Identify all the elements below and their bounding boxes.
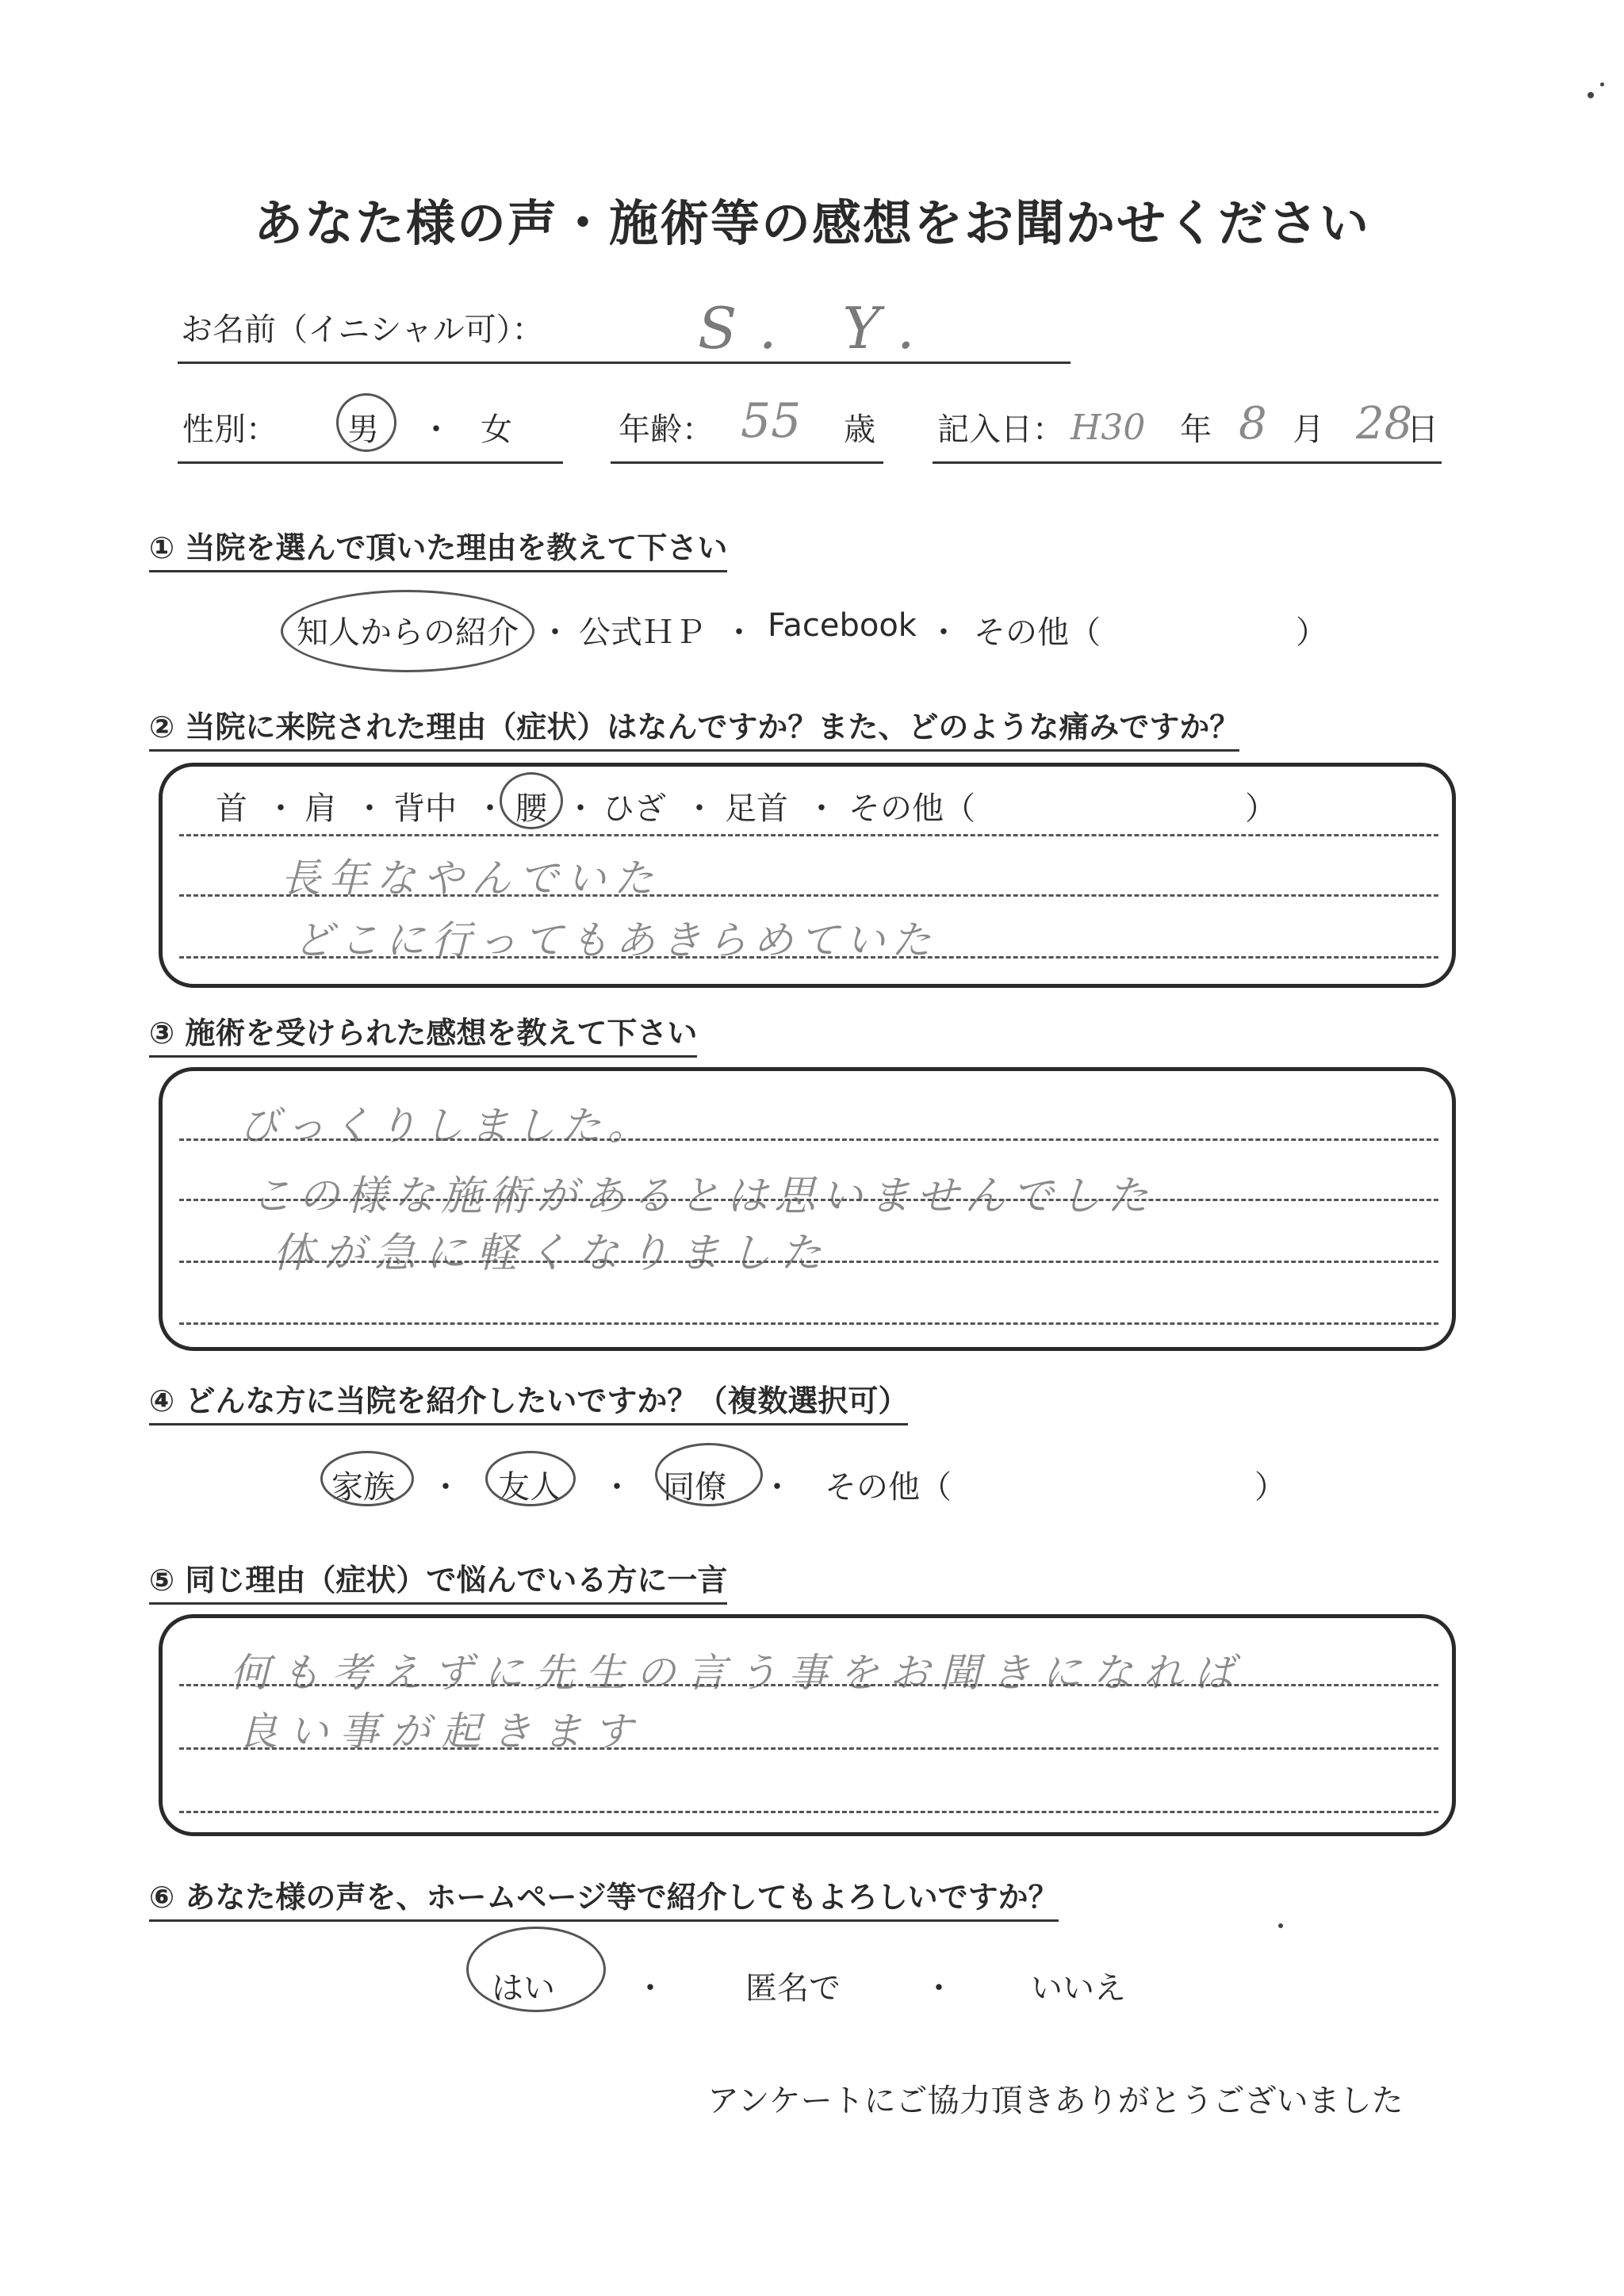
q1-option-other[interactable]: その他（ xyxy=(974,614,1101,651)
selection-circle xyxy=(466,1927,606,2012)
q4-option-family[interactable]: 家族 xyxy=(331,1469,395,1506)
scan-speck xyxy=(1278,1923,1283,1928)
separator-dot: ・ xyxy=(474,790,506,827)
answer-line xyxy=(179,1811,1438,1813)
gender-label: 性別： xyxy=(182,411,278,448)
q1-option-facebook[interactable]: Facebook xyxy=(768,607,917,644)
q2-option-shoulder[interactable]: 肩 xyxy=(304,790,336,827)
separator-dot: ・ xyxy=(723,614,755,651)
answer-line xyxy=(179,1747,1438,1750)
separator-dot: ・ xyxy=(354,790,385,827)
date-month-unit: 月 xyxy=(1293,411,1324,448)
q6-option-yes[interactable]: はい xyxy=(492,1970,555,2007)
separator-dot: ・ xyxy=(565,790,596,827)
q4-other-close: ） xyxy=(1254,1469,1286,1506)
date-year-unit: 年 xyxy=(1180,411,1212,448)
q3-answer-line-1[interactable]: びっくりしました。 xyxy=(239,1103,653,1149)
form-title: あなた様の声・施術等の感想をお聞かせください xyxy=(253,194,1370,252)
selection-circle xyxy=(485,1451,576,1506)
separator-dot: ・ xyxy=(806,790,837,827)
question-2-heading: ② 当院に来院された理由（症状）はなんですか？また、どのような痛みですか？ xyxy=(149,702,1239,752)
date-label: 記入日： xyxy=(937,411,1064,448)
q1-option-referral[interactable]: 知人からの紹介 xyxy=(297,614,519,651)
selection-circle xyxy=(281,590,534,672)
q2-option-neck[interactable]: 首 xyxy=(216,790,247,827)
age-value[interactable]: 55 xyxy=(741,393,802,449)
separator-dot: ・ xyxy=(539,614,571,651)
name-underline xyxy=(178,362,1071,364)
date-month[interactable]: 8 xyxy=(1239,398,1267,450)
separator-dot: ・ xyxy=(634,1970,666,2007)
gender-option-female[interactable]: 女 xyxy=(481,411,512,448)
q5-answer-line-1[interactable]: 何も考えずに先生の言う事をお聞きになれば xyxy=(230,1650,1245,1696)
q2-option-lower-back[interactable]: 腰 xyxy=(515,790,547,827)
q2-option-other[interactable]: その他（ xyxy=(848,790,975,827)
gender-underline xyxy=(178,461,563,464)
q4-option-coworker[interactable]: 同僚 xyxy=(663,1469,726,1506)
question-6-heading: ⑥ あなた様の声を、ホームページ等で紹介してもよろしいですか？ xyxy=(149,1873,1059,1922)
answer-line xyxy=(179,1261,1438,1263)
selection-circle xyxy=(320,1451,414,1506)
name-value[interactable]: S. Y. xyxy=(698,295,939,362)
date-day-unit: 日 xyxy=(1407,411,1438,448)
selection-circle xyxy=(655,1443,763,1506)
q5-answer-line-2[interactable]: 良い事が起きます xyxy=(238,1709,644,1755)
selection-circle xyxy=(336,393,396,452)
answer-line xyxy=(179,834,1438,836)
q4-option-friend[interactable]: 友人 xyxy=(498,1469,561,1506)
separator-dot: ・ xyxy=(601,1469,633,1506)
separator-dot: ・ xyxy=(420,411,452,448)
date-era-year[interactable]: H30 xyxy=(1071,408,1146,448)
answer-line xyxy=(179,1322,1438,1325)
date-underline xyxy=(933,461,1442,464)
separator-dot: ・ xyxy=(928,614,959,651)
answer-line xyxy=(179,1199,1438,1201)
age-label: 年齢： xyxy=(619,411,714,448)
answer-line xyxy=(179,1138,1438,1141)
question-5-heading: ⑤ 同じ理由（症状）で悩んでいる方に一言 xyxy=(149,1556,727,1605)
q4-option-other[interactable]: その他（ xyxy=(825,1469,952,1506)
selection-circle xyxy=(500,772,563,829)
age-unit: 歳 xyxy=(844,411,875,448)
date-day[interactable]: 28 xyxy=(1356,398,1413,450)
separator-dot: ・ xyxy=(265,790,297,827)
q1-other-close: ） xyxy=(1296,614,1327,651)
q2-option-knee[interactable]: ひざ xyxy=(603,790,666,827)
q6-option-anonymous[interactable]: 匿名で xyxy=(745,1970,841,2007)
scan-speck xyxy=(1600,82,1604,86)
q1-option-official-hp[interactable]: 公式ＨＰ xyxy=(579,614,706,651)
q6-option-no[interactable]: いいえ xyxy=(1031,1970,1126,2007)
separator-dot: ・ xyxy=(430,1469,462,1506)
q2-answer-line-1[interactable]: 長年なやんでいた xyxy=(281,855,661,901)
separator-dot: ・ xyxy=(923,1970,955,2007)
separator-dot: ・ xyxy=(761,1469,793,1506)
answer-line xyxy=(179,956,1438,959)
gender-option-male[interactable]: 男 xyxy=(347,411,379,448)
q2-answer-line-2[interactable]: どこに行ってもあきらめていた xyxy=(293,917,937,963)
q2-option-back[interactable]: 背中 xyxy=(393,790,457,827)
answer-line xyxy=(179,1684,1438,1686)
question-4-heading: ④ どんな方に当院を紹介したいですか？（複数選択可） xyxy=(149,1376,908,1425)
age-underline xyxy=(611,461,883,464)
thank-you-footer: アンケートにご協力頂きありがとうございました xyxy=(707,2083,1404,2119)
question-3-heading: ③ 施術を受けられた感想を教えて下さい xyxy=(149,1008,697,1058)
separator-dot: ・ xyxy=(684,790,715,827)
q3-answer-line-2[interactable]: この様な施術があるとは思いませんでした xyxy=(251,1173,1155,1220)
q2-other-close: ） xyxy=(1245,790,1277,827)
answer-line xyxy=(179,894,1438,897)
question-1-heading: ① 当院を選んで頂いた理由を教えて下さい xyxy=(149,523,727,572)
name-label: お名前（イニシャル可）： xyxy=(181,312,544,348)
q3-answer-line-3[interactable]: 体が急に軽くなりました xyxy=(273,1230,832,1277)
q2-option-ankle[interactable]: 足首 xyxy=(725,790,788,827)
scan-speck xyxy=(1588,92,1594,98)
